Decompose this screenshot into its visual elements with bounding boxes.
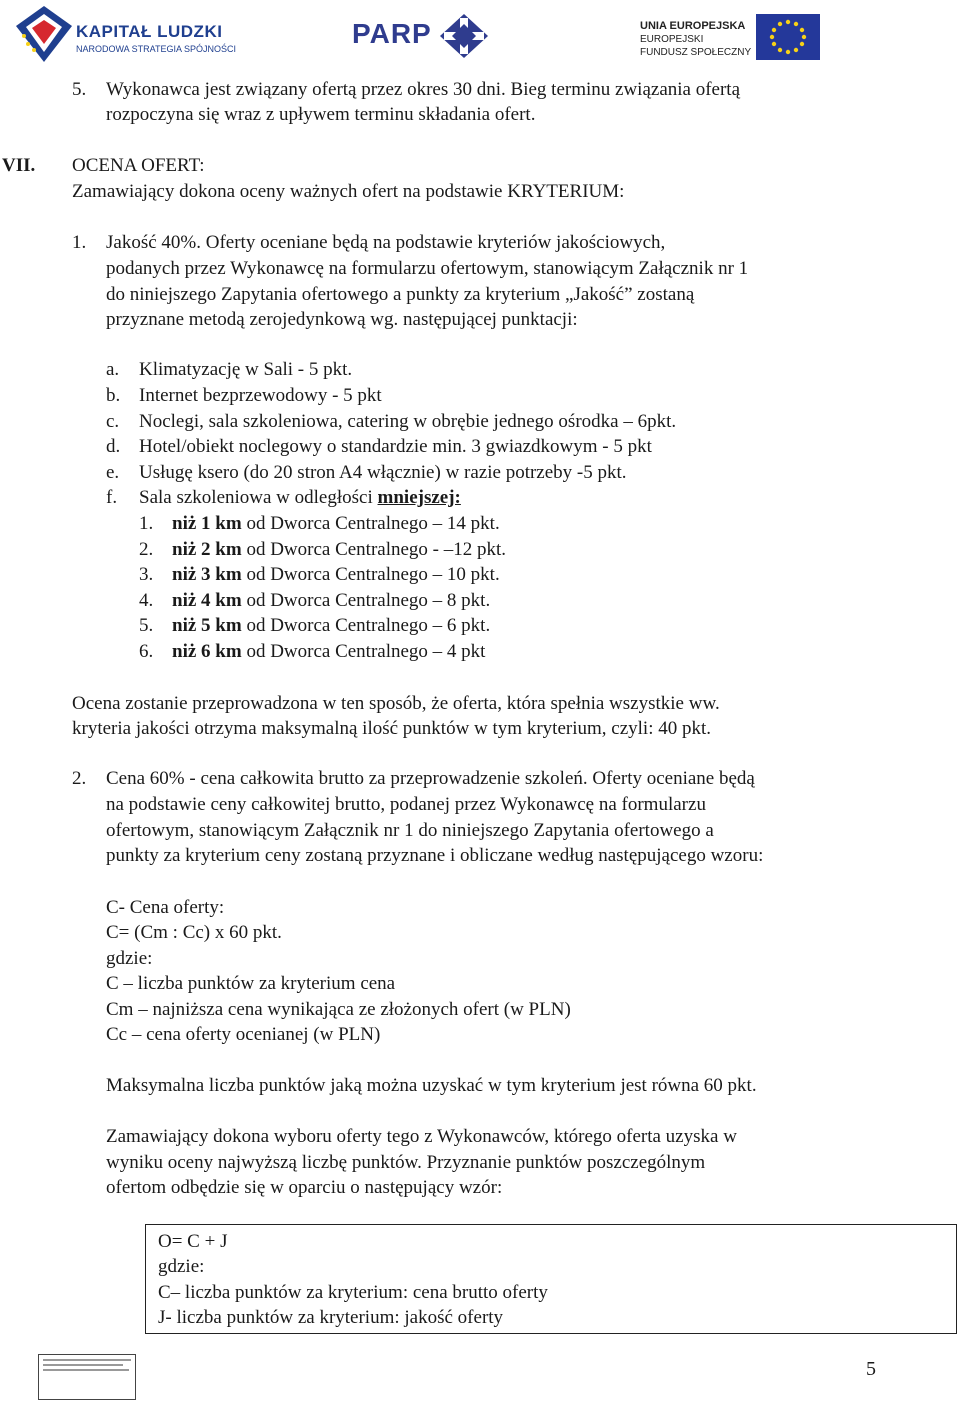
selection-text: ofertom odbędzie się w oparciu o następujący wzór: xyxy=(106,1177,503,1198)
distance-text: od Dworca Centralnego - –12 pkt. xyxy=(241,539,507,560)
eu-line2: EUROPEJSKI xyxy=(640,34,704,45)
distance-bold: niż 3 km xyxy=(172,564,242,585)
formula-box-line: J- liczba punktów za kryterium: jakość oferty xyxy=(158,1307,504,1328)
list-item: Usługę ksero (do 20 stron A4 włącznie) w razie potrzeby -5 pkt. xyxy=(139,462,627,483)
list-item xyxy=(139,485,461,510)
criterion2-number: 2. xyxy=(72,768,87,789)
distance-number: 4. xyxy=(139,590,154,611)
kl-title: KAPITAŁ LUDZKI xyxy=(76,22,223,41)
criterion1-summary: kryteria jakości otrzyma maksymalną ilość punktów w tym kryterium, czyli: 40 pkt. xyxy=(72,718,711,739)
footer-stamp xyxy=(38,1354,136,1400)
section7-intro: Zamawiający dokona oceny ważnych ofert na podstawie KRYTERIUM: xyxy=(72,181,625,202)
list-item-bold: mniejszej: xyxy=(377,487,461,508)
distance-item xyxy=(172,511,500,536)
distance-item xyxy=(172,562,500,587)
formula-box-line: gdzie: xyxy=(158,1256,205,1277)
distance-bold: niż 5 km xyxy=(172,615,242,636)
list-item-letter: e. xyxy=(106,462,120,483)
selection-text: wyniku oceny najwyższą liczbę punktów. Przyznanie punktów poszczególnym xyxy=(106,1152,706,1173)
distance-number: 5. xyxy=(139,615,154,636)
list-item-letter: c. xyxy=(106,411,120,432)
distance-text: od Dworca Centralnego – 10 pkt. xyxy=(241,564,500,585)
kapital-ludzki-logo xyxy=(14,4,244,64)
list-item-text: Sala szkoleniowa w odległości xyxy=(139,487,378,508)
distance-item xyxy=(172,639,485,664)
criterion2-line: Cena 60% - cena całkowita brutto za przeprowadzenie szkoleń. Oferty oceniane będą xyxy=(106,768,755,789)
eu-line3: FUNDUSZ SPOŁECZNY xyxy=(640,47,752,58)
section5-line: Wykonawca jest związany ofertą przez okres 30 dni. Bieg terminu związania ofertą xyxy=(106,79,741,100)
formula-line: Cc – cena oferty ocenianej (w PLN) xyxy=(106,1024,381,1045)
formula-box-line: O= C + J xyxy=(158,1231,228,1252)
distance-text: od Dworca Centralnego – 14 pkt. xyxy=(241,513,500,534)
distance-text: od Dworca Centralnego – 8 pkt. xyxy=(241,590,491,611)
formula-line: Cm – najniższa cena wynikająca ze złożonych ofert (w PLN) xyxy=(106,999,571,1020)
list-item: Internet bezprzewodowy - 5 pkt xyxy=(139,385,382,406)
parp-logo xyxy=(352,12,492,60)
distance-item xyxy=(172,537,506,562)
list-item: Hotel/obiekt noclegowy o standardzie min. 3 gwiazdkowym - 5 pkt xyxy=(139,436,652,457)
distance-item xyxy=(172,588,490,613)
formula-box xyxy=(145,1224,957,1334)
section7-number: VII. xyxy=(2,155,36,176)
distance-number: 6. xyxy=(139,641,154,662)
distance-item xyxy=(172,613,490,638)
distance-bold: niż 4 km xyxy=(172,590,242,611)
list-item-letter: d. xyxy=(106,436,121,457)
section5-number: 5. xyxy=(72,79,87,100)
formula-line: C= (Cm : Cc) x 60 pkt. xyxy=(106,922,282,943)
formula-line: C- Cena oferty: xyxy=(106,897,225,918)
criterion2-line: ofertowym, stanowiącym Załącznik nr 1 do niniejszego Zapytania ofertowego a xyxy=(106,820,714,841)
list-item-letter: b. xyxy=(106,385,121,406)
criterion2-line: na podstawie ceny całkowitej brutto, podanej przez Wykonawcę na formularzu xyxy=(106,794,706,815)
criterion1-number: 1. xyxy=(72,232,87,253)
list-item: Klimatyzację w Sali - 5 pkt. xyxy=(139,359,353,380)
formula-box-line: C– liczba punktów za kryterium: cena brutto oferty xyxy=(158,1282,548,1303)
distance-bold: niż 2 km xyxy=(172,539,242,560)
criterion1-line: przyznane metodą zerojedynkową wg. następującej punktacji: xyxy=(106,309,578,330)
distance-number: 3. xyxy=(139,564,154,585)
list-item: Noclegi, sala szkoleniowa, catering w obrębie jednego ośrodka – 6pkt. xyxy=(139,411,677,432)
criterion1-line: Jakość 40%. Oferty oceniane będą na podstawie kryteriów jakościowych, xyxy=(106,232,666,253)
section5-line: rozpoczyna się wraz z upływem terminu składania ofert. xyxy=(106,104,536,125)
distance-number: 2. xyxy=(139,539,154,560)
distance-number: 1. xyxy=(139,513,154,534)
eu-logo xyxy=(640,10,820,62)
page-number: 5 xyxy=(866,1358,876,1380)
list-item-letter: a. xyxy=(106,359,120,380)
distance-bold: niż 6 km xyxy=(172,641,242,662)
distance-text: od Dworca Centralnego – 4 pkt xyxy=(241,641,486,662)
section7-heading: OCENA OFERT: xyxy=(72,155,205,176)
criterion2-line: punkty za kryterium ceny zostaną przyznane i obliczane według następującego wzoru: xyxy=(106,845,764,866)
eu-line1: UNIA EUROPEJSKA xyxy=(640,20,746,32)
formula-line: gdzie: xyxy=(106,948,153,969)
kl-subtitle: NARODOWA STRATEGIA SPÓJNOŚCI xyxy=(76,44,237,54)
parp-emblem-icon xyxy=(440,14,488,58)
distance-text: od Dworca Centralnego – 6 pkt. xyxy=(241,615,491,636)
eu-flag-icon xyxy=(756,14,820,60)
list-item-letter: f. xyxy=(106,487,118,508)
selection-text: Zamawiający dokona wyboru oferty tego z Wykonawców, którego oferta uzyska w xyxy=(106,1126,737,1147)
distance-bold: niż 1 km xyxy=(172,513,242,534)
criterion1-line: do niniejszego Zapytania ofertowego a punkty za kryterium „Jakość” zostaną xyxy=(106,284,695,305)
parp-name: PARP xyxy=(352,18,432,49)
criterion1-summary: Ocena zostanie przeprowadzona w ten sposób, że oferta, która spełnia wszystkie ww. xyxy=(72,693,720,714)
kapital-ludzki-emblem-icon xyxy=(14,4,74,64)
max-points-text: Maksymalna liczba punktów jaką można uzyskać w tym kryterium jest równa 60 pkt. xyxy=(106,1075,757,1096)
formula-line: C – liczba punktów za kryterium cena xyxy=(106,973,396,994)
criterion1-line: podanych przez Wykonawcę na formularzu ofertowym, stanowiącym Załącznik nr 1 xyxy=(106,258,749,279)
